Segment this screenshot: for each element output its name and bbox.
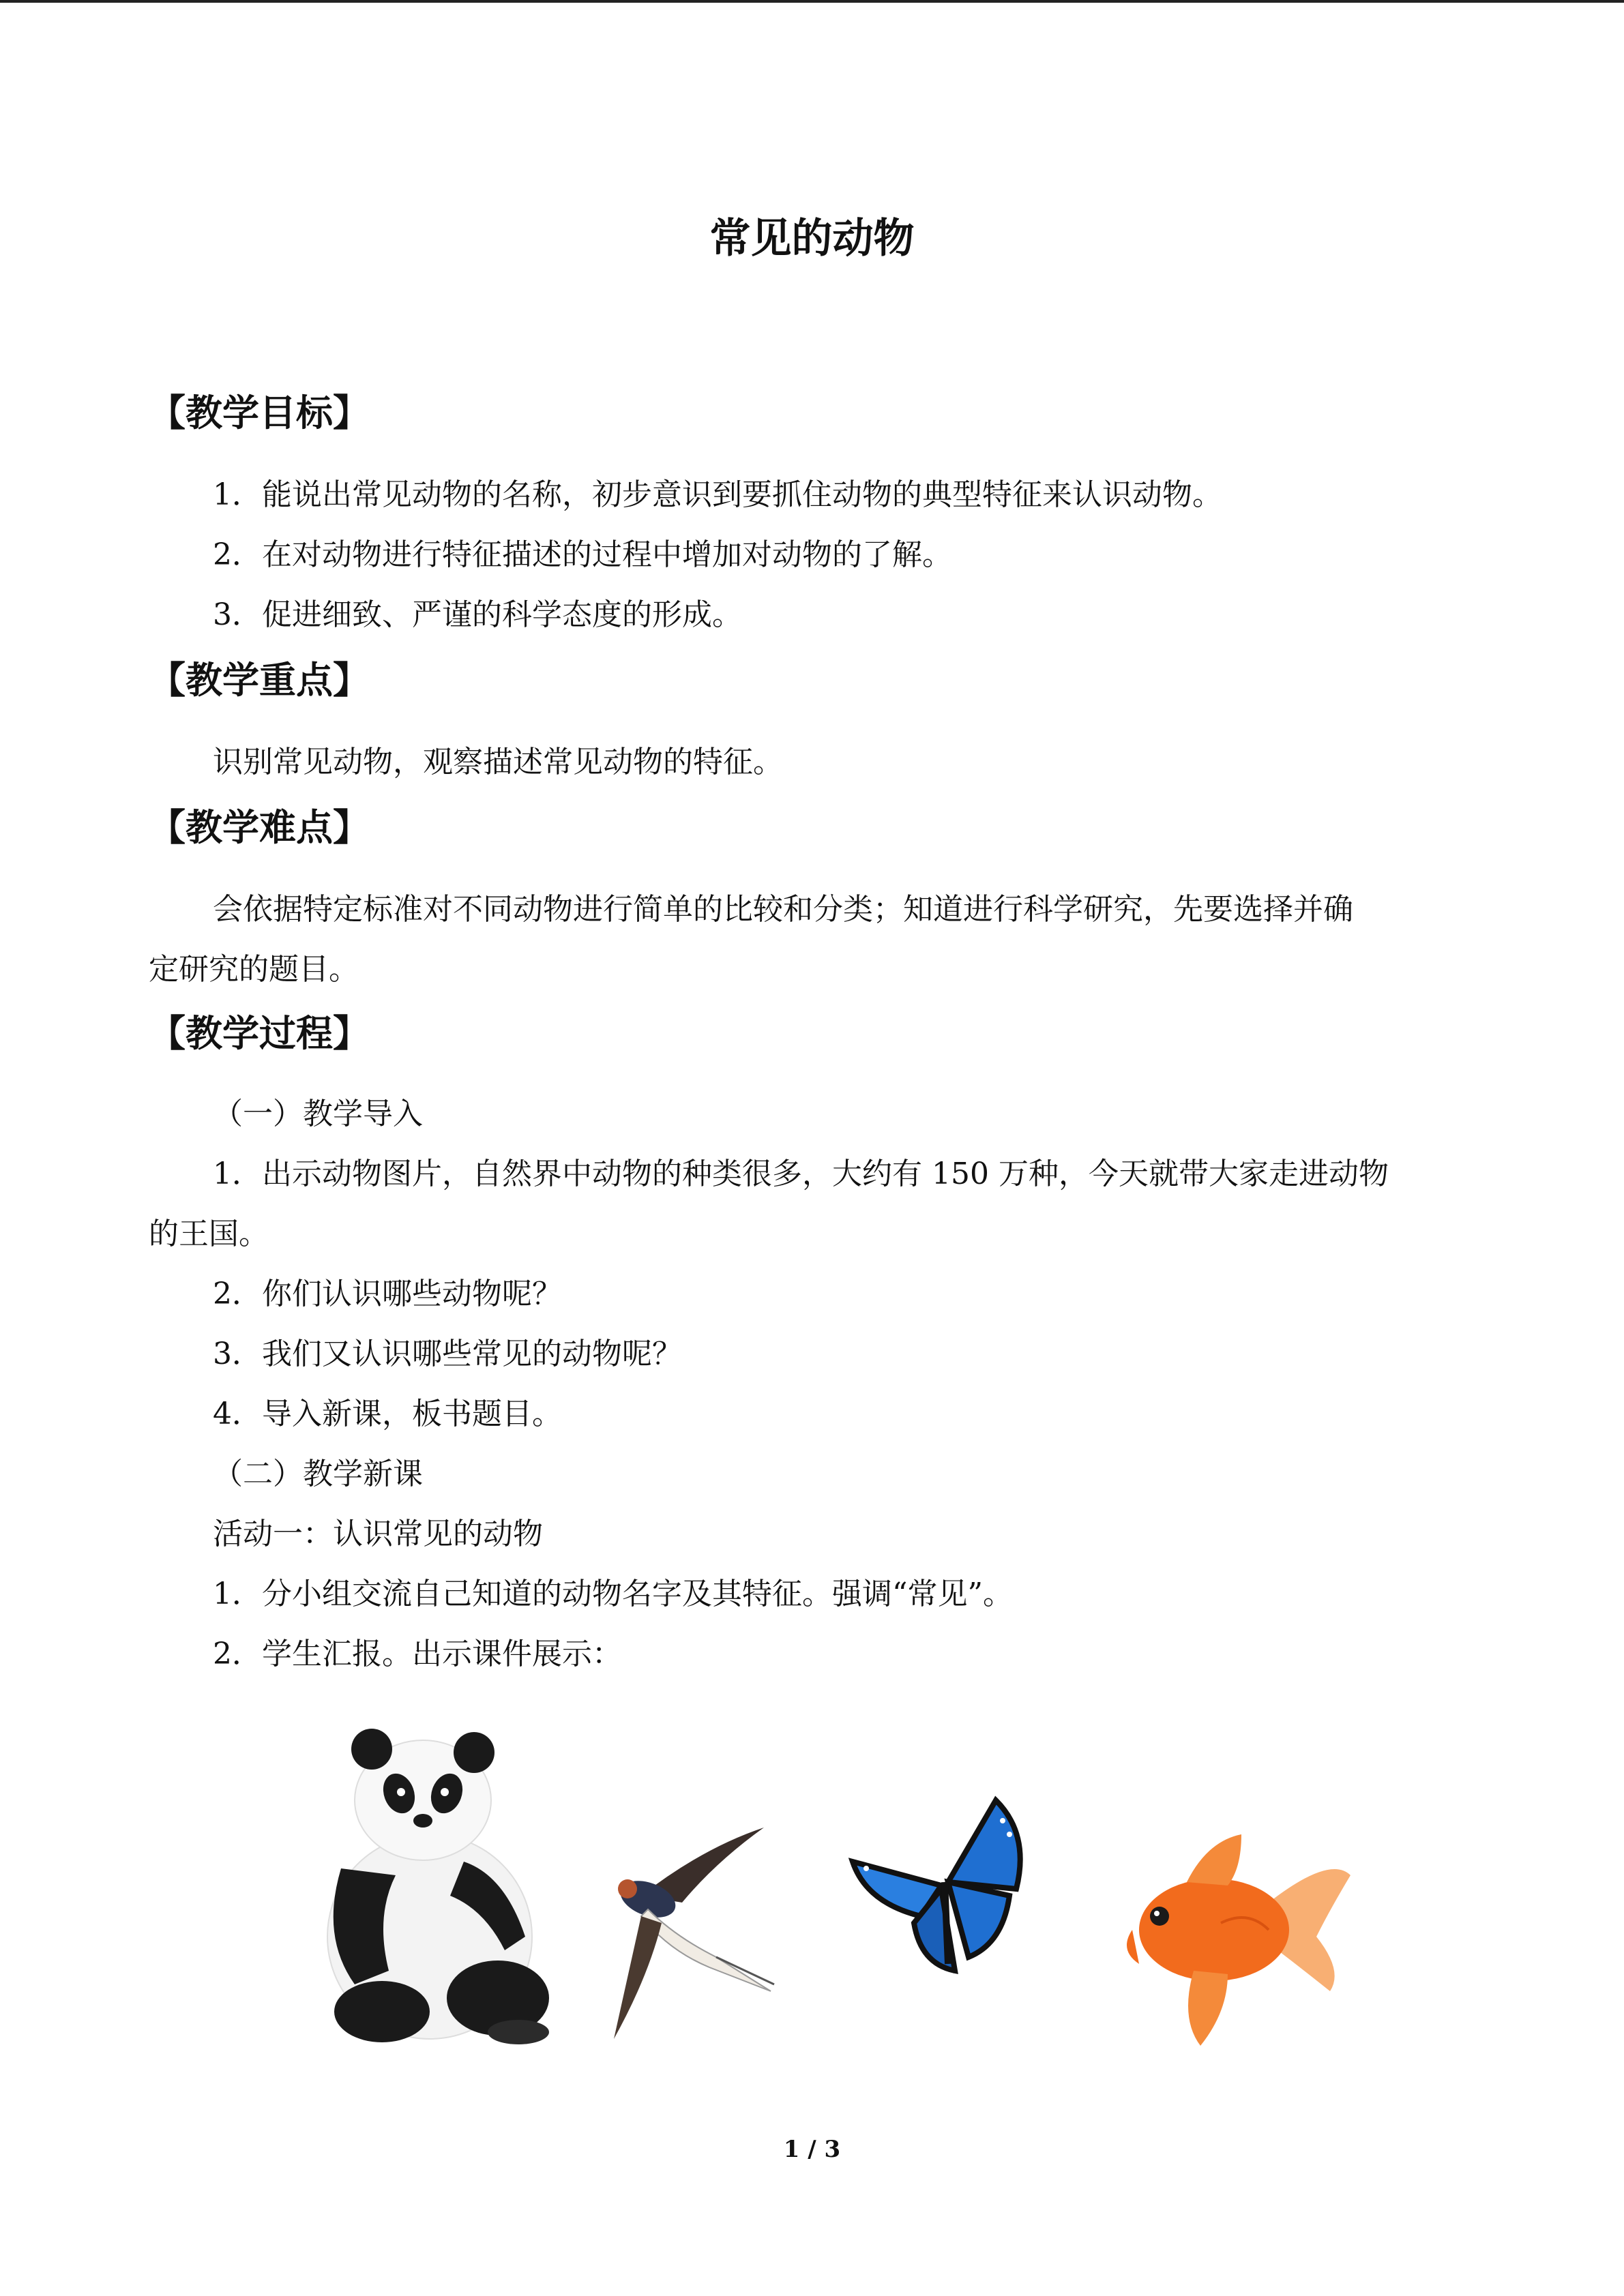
swallow-icon	[600, 1821, 778, 2046]
heading-difficulties: 【教学难点】	[149, 805, 370, 849]
document-title: 常见的动物	[709, 215, 915, 263]
difficulties-line-2: 定研究的题目。	[149, 952, 359, 987]
activity-item-2: 2．学生汇报。出示课件展示：	[213, 1637, 622, 1671]
heading-teaching-goals: 【教学目标】	[149, 391, 370, 434]
process-part1-title: （一）教学导入	[213, 1097, 423, 1131]
key-points-text: 识别常见动物，观察描述常见动物的特征。	[213, 745, 783, 779]
butterfly-icon	[846, 1793, 1037, 1978]
process-item-4: 4．导入新课，板书题目。	[213, 1397, 562, 1431]
difficulties-line-1: 会依据特定标准对不同动物进行简单的比较和分类；知道进行科学研究，先要选择并确	[213, 892, 1353, 927]
process-item-1-line-1: 1．出示动物图片，自然界中动物的种类很多，大约有 150 万种，今天就带大家走进动物	[213, 1157, 1389, 1191]
process-item-2: 2．你们认识哪些动物呢？	[213, 1277, 562, 1311]
heading-key-points: 【教学重点】	[149, 658, 370, 702]
goal-item-2: 2．在对动物进行特征描述的过程中增加对动物的了解。	[213, 537, 952, 572]
goldfish-icon	[1112, 1828, 1357, 2053]
goal-item-1: 1．能说出常见动物的名称，初步意识到要抓住动物的典型特征来认识动物。	[213, 477, 1222, 512]
process-part2-title: （二）教学新课	[213, 1457, 423, 1491]
process-item-3: 3．我们又认识哪些常见的动物呢？	[213, 1337, 682, 1371]
activity-item-1: 1．分小组交流自己知道的动物名字及其特征。强调“常见”。	[213, 1577, 1013, 1611]
page-top-border	[0, 0, 1624, 3]
activity-1-title: 活动一：认识常见的动物	[213, 1517, 543, 1551]
goal-item-3: 3．促进细致、严谨的科学态度的形成。	[213, 597, 742, 632]
panda-icon	[300, 1712, 559, 2053]
heading-process: 【教学过程】	[149, 1011, 370, 1055]
animal-figure	[300, 1712, 1364, 2066]
process-item-1-line-2: 的王国。	[149, 1217, 269, 1251]
page-number: 1 / 3	[783, 2136, 841, 2163]
